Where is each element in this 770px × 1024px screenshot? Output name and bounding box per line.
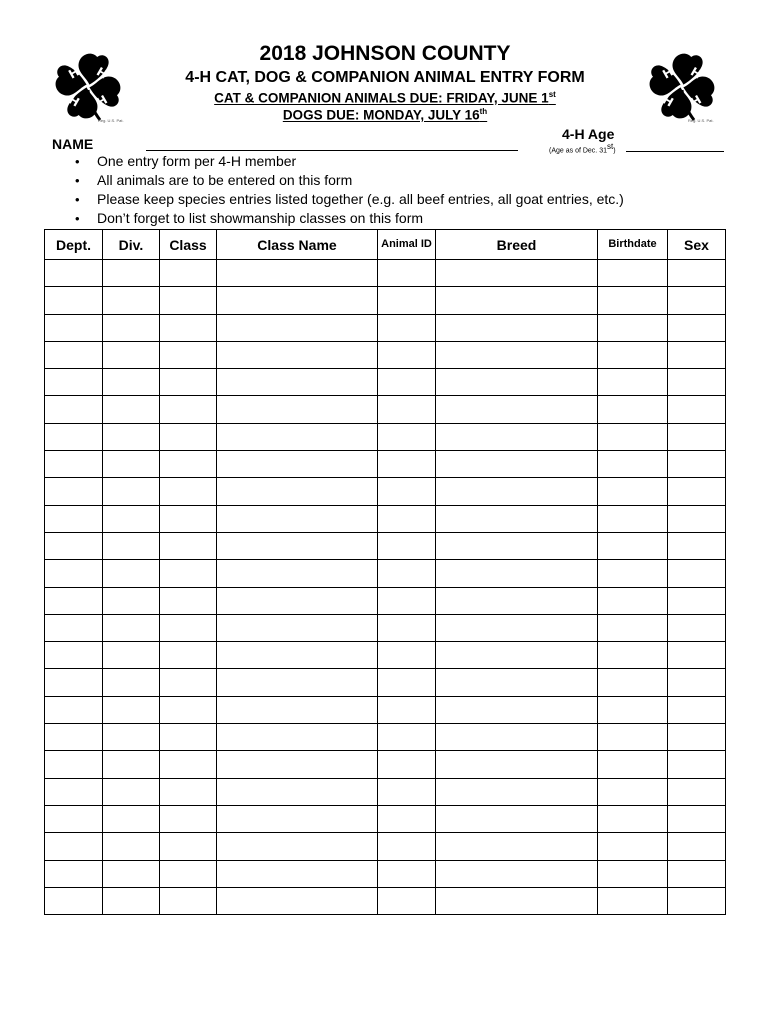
- entry-cell[interactable]: [436, 532, 598, 559]
- svg-text:H: H: [688, 64, 704, 82]
- entry-cell[interactable]: [103, 587, 160, 614]
- entry-cell[interactable]: [668, 751, 726, 778]
- entry-cell[interactable]: [436, 696, 598, 723]
- entry-cell[interactable]: [598, 423, 668, 450]
- entry-cell[interactable]: [45, 614, 103, 641]
- entry-cell[interactable]: [103, 860, 160, 887]
- entry-cell[interactable]: [668, 560, 726, 587]
- entry-cell[interactable]: [436, 423, 598, 450]
- table-row: [45, 887, 726, 914]
- entry-cell[interactable]: [668, 860, 726, 887]
- entry-cell[interactable]: [378, 669, 436, 696]
- entry-cell[interactable]: [103, 560, 160, 587]
- entry-cell[interactable]: [668, 369, 726, 396]
- entry-cell[interactable]: [217, 833, 378, 860]
- age-note-text: (Age as of Dec. 31: [549, 147, 607, 155]
- entry-cell[interactable]: [598, 751, 668, 778]
- entry-cell[interactable]: [378, 314, 436, 341]
- entry-cell[interactable]: [436, 833, 598, 860]
- entry-cell[interactable]: [668, 724, 726, 751]
- entry-cell[interactable]: [436, 560, 598, 587]
- entry-cell[interactable]: [668, 505, 726, 532]
- table-row: [45, 532, 726, 559]
- table-row: [45, 669, 726, 696]
- entry-cell[interactable]: [45, 505, 103, 532]
- column-header-class: Class: [160, 230, 217, 260]
- entry-cell[interactable]: [45, 805, 103, 832]
- entry-cell[interactable]: [378, 724, 436, 751]
- column-header-dept: Dept.: [45, 230, 103, 260]
- svg-text:H: H: [660, 64, 676, 82]
- entry-cell[interactable]: [598, 860, 668, 887]
- entry-cell[interactable]: [668, 314, 726, 341]
- entry-cell[interactable]: [217, 478, 378, 505]
- entry-cell[interactable]: [668, 260, 726, 287]
- entry-cell[interactable]: [103, 423, 160, 450]
- svg-text:H: H: [688, 92, 704, 110]
- entry-cell[interactable]: [45, 560, 103, 587]
- table-row: [45, 560, 726, 587]
- entry-cell[interactable]: [436, 287, 598, 314]
- entry-cell[interactable]: [378, 860, 436, 887]
- entry-cell[interactable]: [45, 887, 103, 914]
- entry-cell[interactable]: [436, 860, 598, 887]
- entry-cell[interactable]: [436, 505, 598, 532]
- entry-cell[interactable]: [160, 778, 217, 805]
- entry-cell[interactable]: [378, 642, 436, 669]
- entry-cell[interactable]: [668, 642, 726, 669]
- entry-cell[interactable]: [217, 260, 378, 287]
- entry-cell[interactable]: [598, 314, 668, 341]
- column-header-birthdate: Birthdate: [598, 230, 668, 260]
- entry-cell[interactable]: [160, 724, 217, 751]
- entry-cell[interactable]: [45, 451, 103, 478]
- entry-cell[interactable]: [160, 587, 217, 614]
- entry-cell[interactable]: [160, 451, 217, 478]
- entry-cell[interactable]: [598, 587, 668, 614]
- table-row: [45, 451, 726, 478]
- entry-cell[interactable]: [217, 724, 378, 751]
- entry-cell[interactable]: [668, 887, 726, 914]
- entry-cell[interactable]: [45, 833, 103, 860]
- svg-text:H: H: [66, 92, 82, 110]
- entry-cell[interactable]: [436, 614, 598, 641]
- entry-cell[interactable]: [378, 423, 436, 450]
- entry-cell[interactable]: [217, 669, 378, 696]
- entry-cell[interactable]: [217, 805, 378, 832]
- entry-cell[interactable]: [598, 887, 668, 914]
- dog-due-suffix: th: [479, 107, 488, 116]
- entry-cell[interactable]: [103, 287, 160, 314]
- table-row: [45, 805, 726, 832]
- entry-cell[interactable]: [668, 423, 726, 450]
- table-row: [45, 724, 726, 751]
- entry-cell[interactable]: [668, 478, 726, 505]
- svg-text:H: H: [94, 64, 110, 82]
- table-header-row: [45, 230, 726, 260]
- form-title: 2018 JOHNSON COUNTY: [259, 42, 511, 65]
- entry-cell[interactable]: [436, 642, 598, 669]
- entry-cell[interactable]: [217, 860, 378, 887]
- entry-cell[interactable]: [45, 478, 103, 505]
- entry-cell[interactable]: [436, 805, 598, 832]
- entry-cell[interactable]: [45, 287, 103, 314]
- entry-cell[interactable]: [160, 505, 217, 532]
- entry-cell[interactable]: [160, 751, 217, 778]
- entry-cell[interactable]: [668, 805, 726, 832]
- entry-cell[interactable]: [103, 805, 160, 832]
- entry-cell[interactable]: [160, 860, 217, 887]
- entry-cell[interactable]: [217, 396, 378, 423]
- table-row: [45, 478, 726, 505]
- entry-cell[interactable]: [598, 341, 668, 368]
- entry-cell[interactable]: [103, 451, 160, 478]
- entry-cell[interactable]: [598, 614, 668, 641]
- name-field[interactable]: [146, 150, 518, 151]
- svg-text:H: H: [660, 92, 676, 110]
- entry-cell[interactable]: [598, 369, 668, 396]
- cat-due-text: CAT & COMPANION ANIMALS DUE: FRIDAY, JUNE 1: [214, 90, 549, 106]
- entry-cell[interactable]: [598, 451, 668, 478]
- entry-cell[interactable]: [378, 532, 436, 559]
- column-header-div: Div.: [103, 230, 160, 260]
- entry-cell[interactable]: [668, 614, 726, 641]
- entry-cell[interactable]: [378, 478, 436, 505]
- entry-cell[interactable]: [217, 751, 378, 778]
- entry-cell[interactable]: [160, 532, 217, 559]
- entry-cell[interactable]: [45, 860, 103, 887]
- entry-cell[interactable]: [598, 505, 668, 532]
- age-label: 4-H Age: [562, 126, 615, 142]
- entry-cell[interactable]: [436, 751, 598, 778]
- entry-cell[interactable]: [598, 287, 668, 314]
- entry-cell[interactable]: [217, 642, 378, 669]
- entry-cell[interactable]: [217, 314, 378, 341]
- entry-cell[interactable]: [436, 887, 598, 914]
- entry-cell[interactable]: [103, 642, 160, 669]
- entry-cell[interactable]: [217, 451, 378, 478]
- entry-cell[interactable]: [668, 669, 726, 696]
- entry-cell[interactable]: [103, 314, 160, 341]
- entry-cell[interactable]: [45, 778, 103, 805]
- entry-cell[interactable]: [103, 751, 160, 778]
- entry-cell[interactable]: [160, 314, 217, 341]
- entry-cell[interactable]: [103, 696, 160, 723]
- instructions-list: [72, 152, 624, 228]
- entry-cell[interactable]: [160, 369, 217, 396]
- entry-cell[interactable]: [160, 833, 217, 860]
- entry-cell[interactable]: [103, 887, 160, 914]
- entry-cell[interactable]: [217, 887, 378, 914]
- entry-cell[interactable]: [668, 287, 726, 314]
- entry-cell[interactable]: [378, 260, 436, 287]
- entry-cell[interactable]: [378, 369, 436, 396]
- table-row: [45, 369, 726, 396]
- entry-cell[interactable]: [217, 587, 378, 614]
- entry-cell[interactable]: [217, 560, 378, 587]
- entry-cell[interactable]: [378, 287, 436, 314]
- entry-cell[interactable]: [217, 423, 378, 450]
- table-row: [45, 260, 726, 287]
- table-row: [45, 396, 726, 423]
- entry-cell[interactable]: [378, 887, 436, 914]
- entry-cell[interactable]: [378, 341, 436, 368]
- entry-cell[interactable]: [436, 451, 598, 478]
- cat-due-date: [0, 90, 770, 106]
- entry-cell[interactable]: [378, 451, 436, 478]
- entry-cell[interactable]: [45, 423, 103, 450]
- entry-cell[interactable]: [103, 669, 160, 696]
- table-row: [45, 860, 726, 887]
- table-row: [45, 642, 726, 669]
- entry-cell[interactable]: [217, 369, 378, 396]
- entry-cell[interactable]: [598, 696, 668, 723]
- entry-cell[interactable]: [378, 778, 436, 805]
- entry-cell[interactable]: [45, 696, 103, 723]
- entry-cell[interactable]: [160, 669, 217, 696]
- entry-cell[interactable]: [668, 833, 726, 860]
- entry-cell[interactable]: [378, 614, 436, 641]
- table-row: [45, 778, 726, 805]
- entry-cell[interactable]: [217, 287, 378, 314]
- entry-cell[interactable]: [45, 314, 103, 341]
- entry-cell[interactable]: [217, 614, 378, 641]
- logo-trademark: Reg. U.S. Pat.: [98, 118, 124, 123]
- entry-cell[interactable]: [103, 260, 160, 287]
- instruction-item: • Don’t forget to list showmanship classes on this form: [72, 209, 624, 228]
- entry-cell[interactable]: [160, 887, 217, 914]
- entry-table-body: [45, 260, 726, 915]
- entry-cell[interactable]: [45, 260, 103, 287]
- entry-cell[interactable]: [378, 833, 436, 860]
- entry-cell[interactable]: [378, 396, 436, 423]
- entry-cell[interactable]: [436, 478, 598, 505]
- entry-cell[interactable]: [436, 587, 598, 614]
- entry-cell[interactable]: [598, 396, 668, 423]
- entry-cell[interactable]: [103, 833, 160, 860]
- table-row: [45, 314, 726, 341]
- entry-cell[interactable]: [436, 724, 598, 751]
- entry-cell[interactable]: [160, 341, 217, 368]
- entry-cell[interactable]: [378, 505, 436, 532]
- entry-cell[interactable]: [217, 341, 378, 368]
- entry-cell[interactable]: [45, 724, 103, 751]
- entry-cell[interactable]: [217, 696, 378, 723]
- age-field[interactable]: [626, 151, 724, 152]
- table-row: [45, 587, 726, 614]
- entry-cell[interactable]: [160, 696, 217, 723]
- entry-cell[interactable]: [103, 778, 160, 805]
- entry-cell[interactable]: [160, 260, 217, 287]
- entry-cell[interactable]: [160, 478, 217, 505]
- entry-cell[interactable]: [436, 260, 598, 287]
- entry-cell[interactable]: [598, 833, 668, 860]
- entry-cell[interactable]: [668, 451, 726, 478]
- table-row: [45, 341, 726, 368]
- entry-cell[interactable]: [45, 669, 103, 696]
- table-row: [45, 833, 726, 860]
- entry-cell[interactable]: [598, 560, 668, 587]
- entry-cell[interactable]: [160, 614, 217, 641]
- cat-due-suffix: st: [548, 90, 556, 99]
- entry-table: [44, 229, 726, 915]
- entry-cell[interactable]: [598, 805, 668, 832]
- instruction-item: • Please keep species entries listed together (e.g. all beef entries, all goat entries, etc.): [72, 190, 624, 209]
- table-row: [45, 505, 726, 532]
- entry-cell[interactable]: [45, 369, 103, 396]
- age-note-end: ): [613, 147, 616, 155]
- entry-cell[interactable]: [598, 669, 668, 696]
- entry-cell[interactable]: [668, 532, 726, 559]
- entry-cell[interactable]: [598, 532, 668, 559]
- entry-cell[interactable]: [598, 778, 668, 805]
- entry-cell[interactable]: [668, 587, 726, 614]
- entry-cell[interactable]: [668, 778, 726, 805]
- form-subtitle: 4-H CAT, DOG & COMPANION ANIMAL ENTRY FORM: [185, 69, 585, 86]
- entry-cell[interactable]: [436, 669, 598, 696]
- table-row: [45, 614, 726, 641]
- entry-cell[interactable]: [668, 341, 726, 368]
- entry-cell[interactable]: [160, 805, 217, 832]
- entry-cell[interactable]: [103, 724, 160, 751]
- instruction-item: • All animals are to be entered on this form: [72, 171, 624, 190]
- entry-cell[interactable]: [436, 341, 598, 368]
- entry-cell[interactable]: [378, 587, 436, 614]
- entry-cell[interactable]: [378, 751, 436, 778]
- svg-text:H: H: [94, 92, 110, 110]
- table-row: [45, 751, 726, 778]
- column-header-animal-id: Animal ID: [378, 230, 436, 260]
- entry-cell[interactable]: [103, 369, 160, 396]
- column-header-sex: Sex: [668, 230, 726, 260]
- entry-cell[interactable]: [217, 505, 378, 532]
- entry-cell[interactable]: [217, 532, 378, 559]
- entry-cell[interactable]: [45, 587, 103, 614]
- entry-cell[interactable]: [436, 396, 598, 423]
- table-row: [45, 287, 726, 314]
- entry-cell[interactable]: [45, 751, 103, 778]
- table-row: [45, 696, 726, 723]
- name-label: NAME: [52, 136, 94, 152]
- entry-cell[interactable]: [103, 396, 160, 423]
- entry-cell[interactable]: [598, 260, 668, 287]
- age-note-suffix: st: [606, 142, 614, 151]
- entry-cell[interactable]: [436, 369, 598, 396]
- entry-cell[interactable]: [598, 724, 668, 751]
- entry-cell[interactable]: [160, 287, 217, 314]
- entry-cell[interactable]: [103, 532, 160, 559]
- instruction-item: • One entry form per 4-H member: [72, 152, 624, 171]
- entry-cell[interactable]: [436, 778, 598, 805]
- entry-cell[interactable]: [160, 396, 217, 423]
- entry-cell[interactable]: [668, 696, 726, 723]
- entry-cell[interactable]: [160, 642, 217, 669]
- logo-trademark: Reg. U.S. Pat.: [688, 118, 714, 123]
- svg-text:H: H: [66, 64, 82, 82]
- entry-cell[interactable]: [45, 642, 103, 669]
- entry-cell[interactable]: [103, 505, 160, 532]
- entry-cell[interactable]: [45, 396, 103, 423]
- column-header-breed: Breed: [436, 230, 598, 260]
- entry-cell[interactable]: [103, 614, 160, 641]
- entry-cell[interactable]: [378, 696, 436, 723]
- table-row: [45, 423, 726, 450]
- entry-cell[interactable]: [160, 560, 217, 587]
- entry-cell[interactable]: [45, 341, 103, 368]
- entry-cell[interactable]: [160, 423, 217, 450]
- entry-cell[interactable]: [436, 314, 598, 341]
- entry-cell[interactable]: [45, 532, 103, 559]
- entry-cell[interactable]: [217, 778, 378, 805]
- column-header-class-name: Class Name: [217, 230, 378, 260]
- entry-cell[interactable]: [378, 805, 436, 832]
- entry-cell[interactable]: [103, 341, 160, 368]
- entry-cell[interactable]: [103, 478, 160, 505]
- dog-due-text: DOGS DUE: MONDAY, JULY 16: [282, 107, 480, 123]
- entry-cell[interactable]: [598, 642, 668, 669]
- entry-cell[interactable]: [378, 560, 436, 587]
- entry-cell[interactable]: [598, 478, 668, 505]
- dog-due-date: [0, 107, 770, 123]
- entry-cell[interactable]: [668, 396, 726, 423]
